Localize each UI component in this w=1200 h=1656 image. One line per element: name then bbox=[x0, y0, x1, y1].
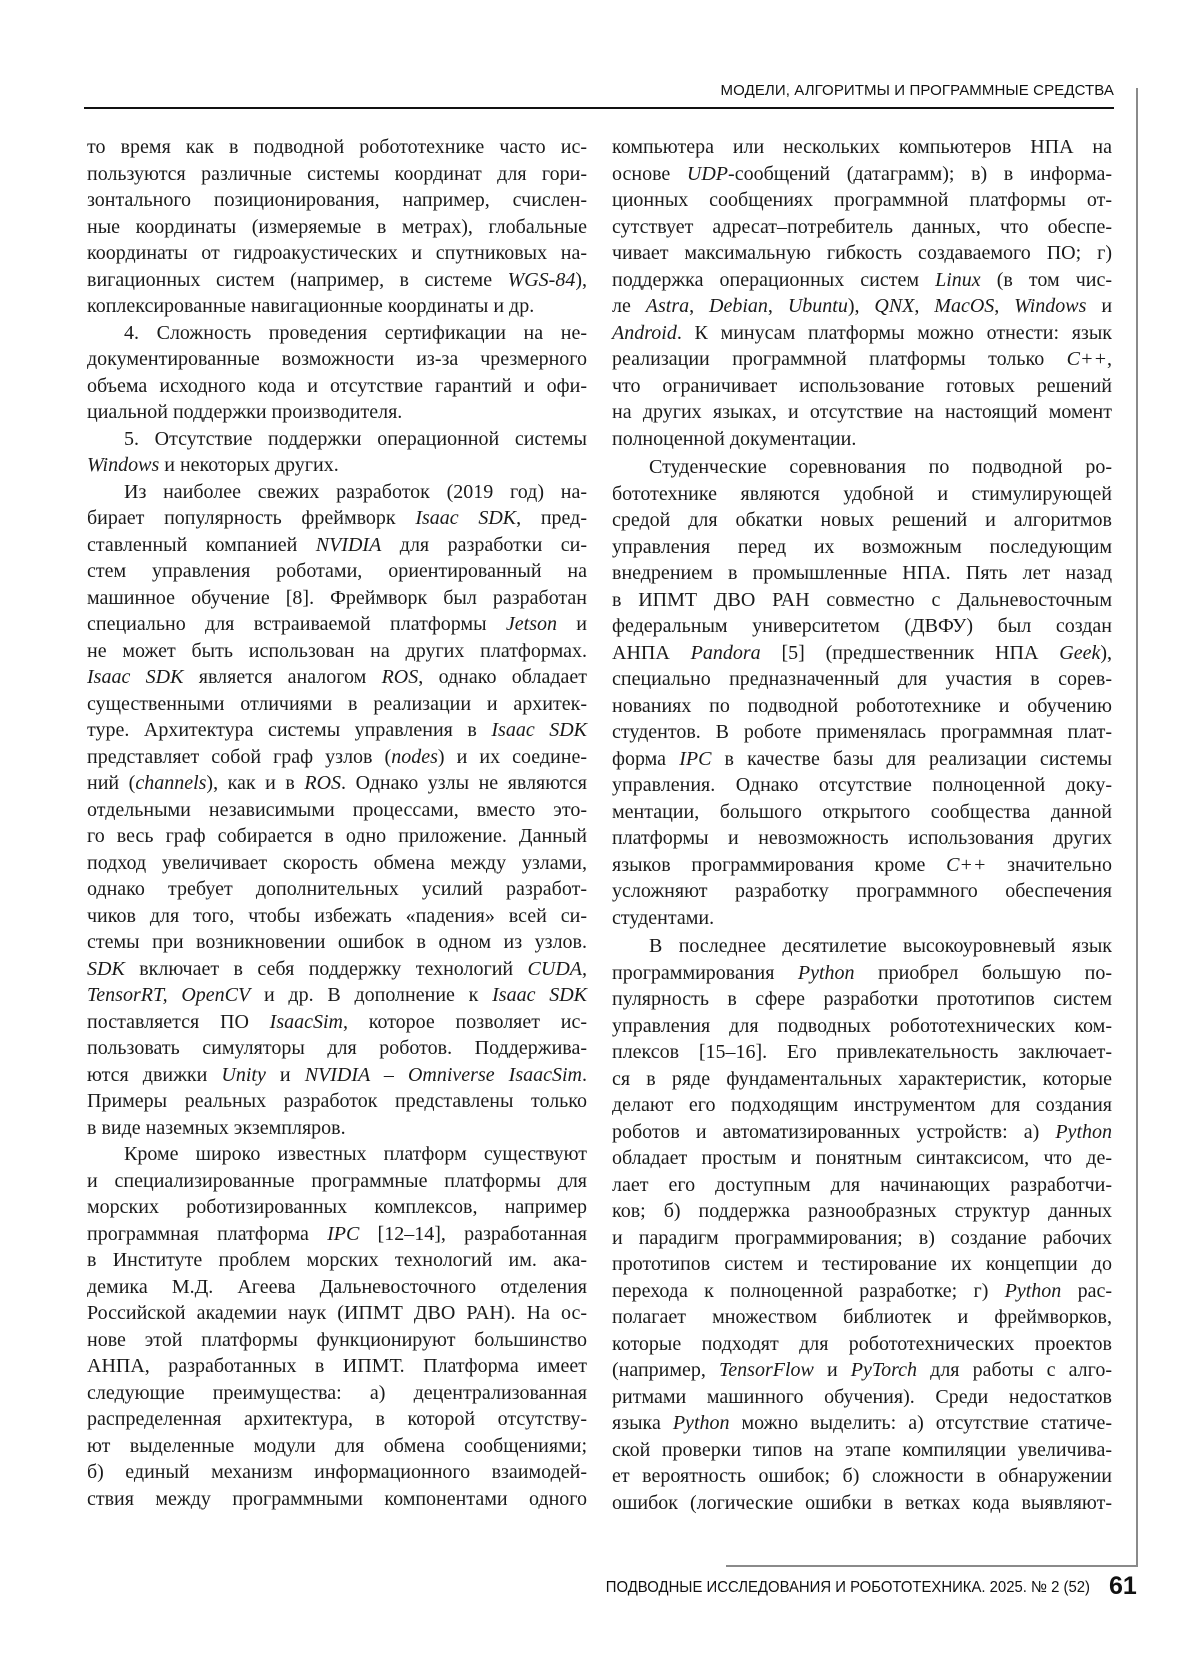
text-line: ствия между программными компонентами одного bbox=[87, 1486, 587, 1513]
text-line: TensorRT, OpenCV и др. В дополнение к Isaac SDK bbox=[87, 982, 587, 1009]
text-line: существенными отличиями в реализации и архитек- bbox=[87, 691, 587, 718]
text-line: на других языках, и отсутствие на настоящий момент bbox=[612, 399, 1112, 426]
page-frame-bottom-border bbox=[726, 1565, 1138, 1567]
text-line: то время как в подводной робототехнике часто ис- bbox=[87, 134, 587, 161]
italic-term: Python bbox=[798, 962, 855, 984]
text-line: компьютера или нескольких компьютеров НПА на bbox=[612, 134, 1112, 161]
italic-term: SDK bbox=[87, 958, 125, 980]
paragraph bbox=[612, 134, 1112, 452]
paragraph bbox=[87, 134, 587, 320]
text-line: стем управления роботами, ориентированный на bbox=[87, 558, 587, 585]
text-line: и специализированные программные платформы для bbox=[87, 1168, 587, 1195]
text-line: коплексированные навигационные координаты и др. bbox=[87, 293, 587, 320]
text-line: ле Astra, Debian, Ubuntu), QNX, MacOS, Windows и bbox=[612, 293, 1112, 320]
text-line: перехода к полноценной разработке; г) Python рас- bbox=[612, 1278, 1112, 1305]
text-line: федеральным университетом (ДВФУ) был создан bbox=[612, 613, 1112, 640]
text-line: (например, TensorFlow и PyTorch для работы с алго- bbox=[612, 1357, 1112, 1384]
text-line: усложняют разработку программного обеспечения bbox=[612, 878, 1112, 905]
italic-term: TensorRT, OpenCV bbox=[87, 984, 250, 1006]
italic-term: Android bbox=[612, 322, 677, 344]
text-line: Isaac SDK является аналогом ROS, однако обладает bbox=[87, 664, 587, 691]
text-line: стемы при возникновении ошибок в одном из узлов. bbox=[87, 929, 587, 956]
text-line: делают его подходящим инструментом для создания bbox=[612, 1092, 1112, 1119]
text-line: Студенческие соревнования по подводной ро- bbox=[612, 454, 1112, 481]
text-line: объема исходного кода и отсутствие гарантий и офи- bbox=[87, 373, 587, 400]
text-line: программирования Python приобрел большую по- bbox=[612, 960, 1112, 987]
text-line: пользуются различные системы координат для гори- bbox=[87, 161, 587, 188]
italic-term: Python bbox=[1055, 1121, 1112, 1143]
paragraph bbox=[612, 933, 1112, 1516]
text-line: программная платформа IPC [12–14], разработанная bbox=[87, 1221, 587, 1248]
text-line: однако требует дополнительных усилий разработ- bbox=[87, 876, 587, 903]
text-line: ет вероятность ошибок; б) сложности в обнаружении bbox=[612, 1463, 1112, 1490]
italic-term: Jetson bbox=[506, 613, 557, 635]
text-line: специально предназначенный для участия в сорев- bbox=[612, 666, 1112, 693]
text-line: форма IPC в качестве базы для реализации системы bbox=[612, 746, 1112, 773]
text-line: нове этой платформы функционируют большинство bbox=[87, 1327, 587, 1354]
italic-term: Windows bbox=[87, 454, 159, 476]
page-frame-right-border bbox=[1136, 88, 1138, 1566]
text-line: В последнее десятилетие высокоуровневый язык bbox=[612, 933, 1112, 960]
italic-term: Windows bbox=[1014, 295, 1086, 317]
text-line: 5. Отсутствие поддержки операционной системы bbox=[87, 426, 587, 453]
text-line: внедрением в промышленные НПА. Пять лет назад bbox=[612, 560, 1112, 587]
text-line: в Институте проблем морских технологий им. ака- bbox=[87, 1247, 587, 1274]
text-line: отдельными независимыми процессами, вместо это- bbox=[87, 797, 587, 824]
text-line: поддержка операционных систем Linux (в том чис- bbox=[612, 267, 1112, 294]
header-rule bbox=[84, 107, 1114, 109]
text-line: обладает простым и понятным синтаксисом, что де- bbox=[612, 1145, 1112, 1172]
paragraph bbox=[87, 1141, 587, 1512]
italic-term: UDP bbox=[687, 163, 728, 185]
text-line: ошибок (логические ошибки в ветках кода выявляют- bbox=[612, 1490, 1112, 1517]
paragraph bbox=[87, 320, 587, 426]
text-line: координаты от гидроакустических и спутниковых на- bbox=[87, 240, 587, 267]
text-line: распределенная архитектура, в которой отсутству- bbox=[87, 1406, 587, 1433]
text-line: в ИПМТ ДВО РАН совместно с Дальневосточным bbox=[612, 587, 1112, 614]
text-line: машинное обучение [8]. Фреймворк был разработан bbox=[87, 585, 587, 612]
italic-term: NVIDIA – Omniverse IsaacSim bbox=[305, 1064, 582, 1086]
text-line: специально для встраиваемой платформы Jetson и bbox=[87, 611, 587, 638]
text-line: не может быть использован на других платформах. bbox=[87, 638, 587, 665]
text-line: чивает максимальную гибкость создаваемого ПО; г) bbox=[612, 240, 1112, 267]
text-line: ставленный компанией NVIDIA для разработки си- bbox=[87, 532, 587, 559]
text-line: подход увеличивает скорость обмена между узлами, bbox=[87, 850, 587, 877]
text-line: ются движки Unity и NVIDIA – Omniverse IsaacSim. bbox=[87, 1062, 587, 1089]
italic-term: IsaacSim bbox=[270, 1011, 343, 1033]
text-line: пулярность в сфере разработки прототипов систем bbox=[612, 986, 1112, 1013]
text-line: Кроме широко известных платформ существуют bbox=[87, 1141, 587, 1168]
italic-term: Python bbox=[1005, 1280, 1062, 1302]
italic-term: Isaac SDK bbox=[492, 984, 587, 1006]
italic-term: Isaac SDK bbox=[415, 507, 516, 529]
text-line: бирает популярность фреймворк Isaac SDK, пред- bbox=[87, 505, 587, 532]
italic-term: Isaac SDK bbox=[491, 719, 587, 741]
running-header-section-title: МОДЕЛИ, АЛГОРИТМЫ И ПРОГРАММНЫЕ СРЕДСТВА bbox=[721, 82, 1114, 99]
text-line: что ограничивает использование готовых решений bbox=[612, 373, 1112, 400]
text-line: следующие преимущества: а) децентрализованная bbox=[87, 1380, 587, 1407]
italic-term: Linux bbox=[935, 269, 981, 291]
text-line: документированные возможности из-за чрезмерного bbox=[87, 346, 587, 373]
text-line: Российской академии наук (ИПМТ ДВО РАН). На ос- bbox=[87, 1300, 587, 1327]
italic-term: MacOS bbox=[934, 295, 994, 317]
text-line: ний (channels), как и в ROS. Однако узлы не являются bbox=[87, 770, 587, 797]
text-line: реализации программной платформы только C++, bbox=[612, 346, 1112, 373]
text-line: пользовать симуляторы для роботов. Поддержива- bbox=[87, 1035, 587, 1062]
text-line: зонтального позиционирования, например, счислен- bbox=[87, 187, 587, 214]
right-text-column bbox=[612, 134, 1112, 1516]
text-line: управления. Однако отсутствие полноценной доку- bbox=[612, 772, 1112, 799]
text-line: ской проверки типов на этапе компиляции увеличива- bbox=[612, 1437, 1112, 1464]
text-line: прототипов систем и тестирование их концепции до bbox=[612, 1251, 1112, 1278]
text-line: основе UDP-сообщений (датаграмм); в) в информа- bbox=[612, 161, 1112, 188]
italic-term: Isaac SDK bbox=[87, 666, 183, 688]
text-line: SDK включает в себя поддержку технологий CUDA, bbox=[87, 956, 587, 983]
text-line: нованиях по подводной робототехнике и обучению bbox=[612, 693, 1112, 720]
italic-term: TensorFlow bbox=[719, 1359, 814, 1381]
text-line: ритмами машинного обучения). Среди недостатков bbox=[612, 1384, 1112, 1411]
text-line: б) единый механизм информационного взаимодей- bbox=[87, 1459, 587, 1486]
italic-term: Python bbox=[673, 1412, 730, 1434]
text-line: средой для обкатки новых решений и алгоритмов bbox=[612, 507, 1112, 534]
paragraph bbox=[87, 479, 587, 1142]
text-line: чиков для того, чтобы избежать «падения» всей си- bbox=[87, 903, 587, 930]
italic-term: Ubuntu bbox=[788, 295, 848, 317]
italic-term: QNX bbox=[874, 295, 914, 317]
text-line: полноценной документации. bbox=[612, 426, 1112, 453]
italic-term: IPC bbox=[327, 1223, 359, 1245]
text-line: Android. К минусам платформы можно отнести: язык bbox=[612, 320, 1112, 347]
text-line: АНПА Pandora [5] (предшественник НПА Geek), bbox=[612, 640, 1112, 667]
paragraph bbox=[612, 454, 1112, 931]
text-line: полагает множеством библиотек и фреймворков, bbox=[612, 1304, 1112, 1331]
italic-term: C++ bbox=[946, 854, 986, 876]
text-line: ментации, большого открытого сообщества данной bbox=[612, 799, 1112, 826]
text-line: ционных сообщениях программной платформы от- bbox=[612, 187, 1112, 214]
text-line: демика М.Д. Агеева Дальневосточного отделения bbox=[87, 1274, 587, 1301]
italic-term: WGS-84 bbox=[508, 269, 576, 291]
text-line: платформы и невозможность использования других bbox=[612, 825, 1112, 852]
text-line: языков программирования кроме C++ значительно bbox=[612, 852, 1112, 879]
text-line: ся в ряде фундаментальных характеристик, которые bbox=[612, 1066, 1112, 1093]
italic-term: Astra bbox=[646, 295, 689, 317]
text-line: студентов. В роботе применялась программная плат- bbox=[612, 719, 1112, 746]
text-line: го весь граф собирается в одно приложение. Данный bbox=[87, 823, 587, 850]
text-line: лает его доступным для начинающих разработчи- bbox=[612, 1172, 1112, 1199]
text-line: 4. Сложность проведения сертификации на не- bbox=[87, 320, 587, 347]
text-line: управления для подводных робототехнических ком- bbox=[612, 1013, 1112, 1040]
italic-term: nodes bbox=[391, 746, 438, 768]
text-line: ют выделенные модули для обмена сообщениями; bbox=[87, 1433, 587, 1460]
text-line: Windows и некоторых других. bbox=[87, 452, 587, 479]
italic-term: C++ bbox=[1067, 348, 1107, 370]
text-line: представляет собой граф узлов (nodes) и их соедине- bbox=[87, 744, 587, 771]
italic-term: Debian bbox=[709, 295, 768, 317]
text-line: управления перед их возможным последующим bbox=[612, 534, 1112, 561]
text-line: бототехнике являются удобной и стимулирующей bbox=[612, 481, 1112, 508]
text-line: Примеры реальных разработок представлены только bbox=[87, 1088, 587, 1115]
text-line: и парадигм программирования; в) создание рабочих bbox=[612, 1225, 1112, 1252]
footer-journal-title: ПОДВОДНЫЕ ИССЛЕДОВАНИЯ И РОБОТОТЕХНИКА. 2025. № 2 (52) bbox=[76, 1579, 1090, 1597]
italic-term: Geek bbox=[1059, 642, 1100, 664]
text-line: поставляется ПО IsaacSim, которое позволяет ис- bbox=[87, 1009, 587, 1036]
text-line: сутствует адресат–потребитель данных, что обеспе- bbox=[612, 214, 1112, 241]
italic-term: channels bbox=[135, 772, 206, 794]
italic-term: Unity bbox=[221, 1064, 265, 1086]
paragraph bbox=[87, 426, 587, 479]
italic-term: PyTorch bbox=[851, 1359, 917, 1381]
text-line: студентами. bbox=[612, 905, 1112, 932]
text-line: в виде наземных экземпляров. bbox=[87, 1115, 587, 1142]
italic-term: Pandora bbox=[691, 642, 761, 664]
text-line: циальной поддержки производителя. bbox=[87, 399, 587, 426]
text-line: ные координаты (измеряемые в метрах), глобальные bbox=[87, 214, 587, 241]
text-line: языка Python можно выделить: а) отсутствие статиче- bbox=[612, 1410, 1112, 1437]
text-line: роботов и автоматизированных устройств: а) Python bbox=[612, 1119, 1112, 1146]
text-line: Из наиболее свежих разработок (2019 год) на- bbox=[87, 479, 587, 506]
italic-term: ROS bbox=[382, 666, 419, 688]
text-line: вигационных систем (например, в системе WGS-84), bbox=[87, 267, 587, 294]
text-line: морских роботизированных комплексов, например bbox=[87, 1194, 587, 1221]
italic-term: IPC bbox=[679, 748, 711, 770]
italic-term: ROS bbox=[304, 772, 341, 794]
page-number: 61 bbox=[1109, 1572, 1137, 1601]
text-line: которые подходят для робототехнических проектов bbox=[612, 1331, 1112, 1358]
left-text-column bbox=[87, 134, 587, 1512]
italic-term: NVIDIA bbox=[316, 534, 382, 556]
text-line: туре. Архитектура системы управления в Isaac SDK bbox=[87, 717, 587, 744]
text-line: плексов [15–16]. Его привлекательность заключает- bbox=[612, 1039, 1112, 1066]
text-line: АНПА, разработанных в ИПМТ. Платформа имеет bbox=[87, 1353, 587, 1380]
text-line: ков; б) поддержка разнообразных структур данных bbox=[612, 1198, 1112, 1225]
italic-term: CUDA, bbox=[528, 958, 587, 980]
